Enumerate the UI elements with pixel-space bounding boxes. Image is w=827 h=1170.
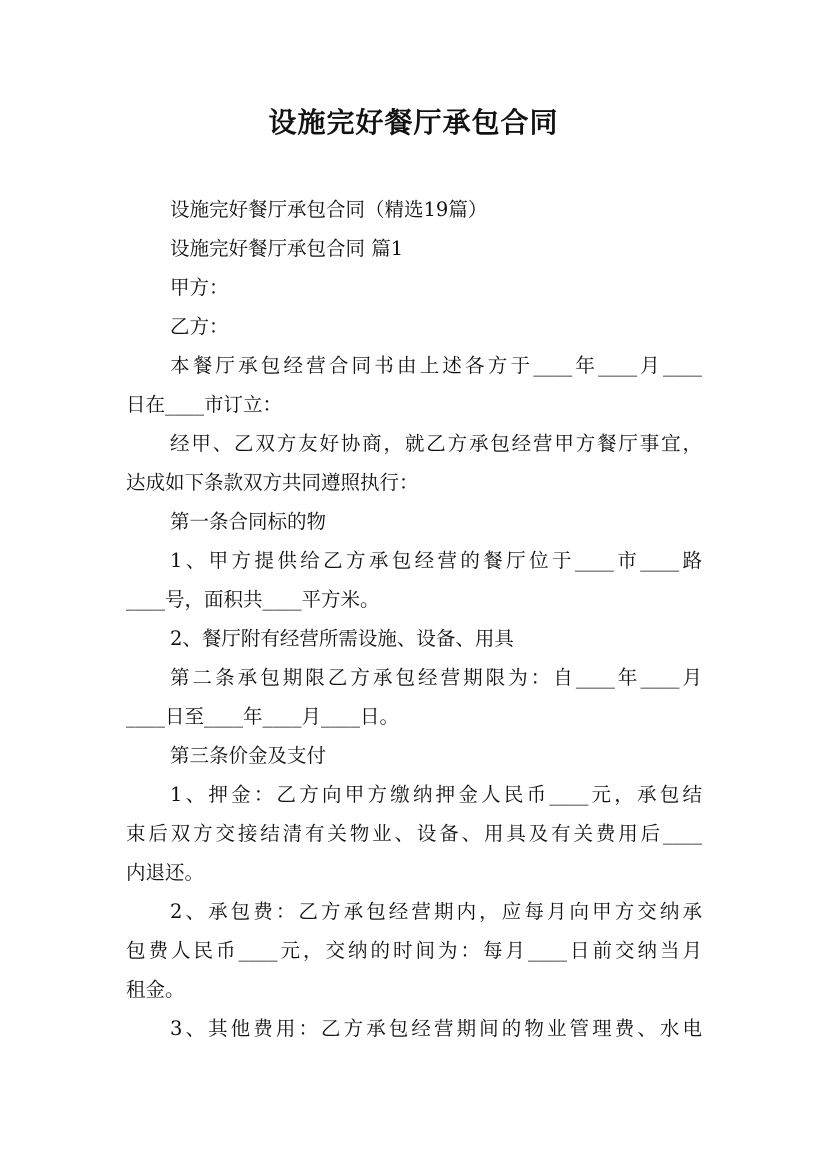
paragraph-line: 第三条价金及支付: [170, 744, 327, 767]
paragraph-line: 甲方：: [170, 276, 229, 299]
paragraph-line: 日在____市订立：: [126, 393, 283, 416]
paragraph-line: 第二条承包期限乙方承包经营期限为：自____年____月: [170, 666, 702, 689]
paragraph-line: 1、甲方提供给乙方承包经营的餐厅位于____市____路: [170, 549, 702, 572]
paragraph-line: 3、其他费用：乙方承包经营期间的物业管理费、水电: [170, 1017, 702, 1040]
paragraph-line: 经甲、乙双方友好协商，就乙方承包经营甲方餐厅事宜，: [170, 432, 702, 455]
paragraph-line: 束后双方交接结清有关物业、设备、用具及有关费用后____: [126, 822, 702, 845]
paragraph-line: 1、押金：乙方向甲方缴纳押金人民币____元，承包结: [170, 783, 702, 806]
paragraph-line: ____号，面积共____平方米。: [126, 588, 380, 611]
paragraph-line: 包费人民币____元，交纳的时间为：每月____日前交纳当月: [126, 939, 702, 962]
paragraph-line: 达成如下条款双方共同遵照执行：: [126, 471, 419, 494]
paragraph-line: 2、餐厅附有经营所需设施、设备、用具: [170, 627, 514, 650]
paragraph-line: 2、承包费：乙方承包经营期内，应每月向甲方交纳承: [170, 900, 702, 923]
paragraph-line: 设施完好餐厅承包合同（精选19篇）: [170, 198, 488, 221]
paragraph-line: 租金。: [126, 978, 185, 1001]
paragraph-line: 第一条合同标的物: [170, 510, 327, 533]
paragraph-line: 本餐厅承包经营合同书由上述各方于____年____月____: [170, 354, 702, 377]
paragraph-line: 内退还。: [126, 861, 205, 884]
paragraph-line: 乙方：: [170, 315, 229, 338]
paragraph-line: 设施完好餐厅承包合同 篇1: [170, 237, 404, 260]
paragraph-line: ____日至____年____月____日。: [126, 705, 400, 728]
document-body: [126, 190, 702, 1048]
document-title: 设施完好餐厅承包合同: [268, 106, 559, 139]
